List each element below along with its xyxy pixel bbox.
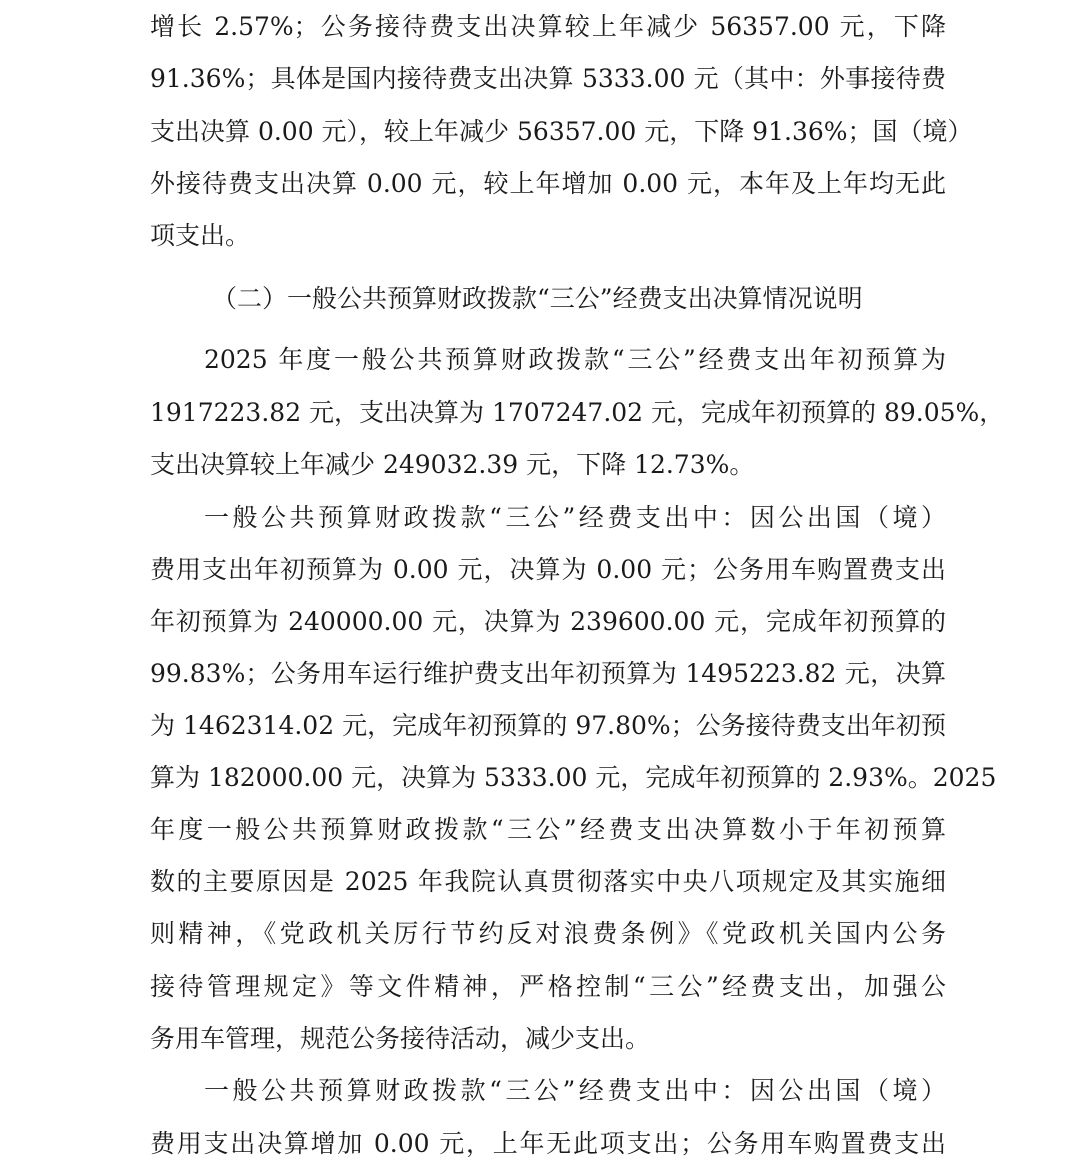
text-line: 2025 年度一般公共预算财政拨款“三公”经费支出年初预算为 <box>204 345 946 374</box>
text-line: 一般公共预算财政拨款“三公”经费支出中：因公出国（境） <box>204 1076 946 1105</box>
text-line: 数的主要原因是 2025 年我院认真贯彻落实中央八项规定及其实施细 <box>150 867 946 896</box>
text-line: 支出决算 0.00 元），较上年减少 56357.00 元，下降 91.36%；国（境） <box>150 117 973 146</box>
text-line: 1917223.82 元，支出决算为 1707247.02 元，完成年初预算的 89.05%， <box>150 398 1005 427</box>
text-line: 接待管理规定》等文件精神，严格控制“三公”经费支出，加强公 <box>150 972 946 1001</box>
text-line: 外接待费支出决算 0.00 元，较上年增加 0.00 元，本年及上年均无此 <box>150 169 946 198</box>
text-line: 项支出。 <box>150 221 251 250</box>
text-line: 费用支出年初预算为 0.00 元，决算为 0.00 元；公务用车购置费支出 <box>150 555 946 584</box>
text-line: 务用车管理，规范公务接待活动，减少支出。 <box>150 1024 651 1053</box>
text-line: 算为 182000.00 元，决算为 5333.00 元，完成年初预算的 2.93%。2025 <box>150 763 997 792</box>
text-line: 支出决算较上年减少 249032.39 元，下降 12.73%。 <box>150 450 755 479</box>
text-line: 费用支出决算增加 0.00 元，上年无此项支出；公务用车购置费支出 <box>150 1129 946 1158</box>
section-heading: （二）一般公共预算财政拨款“三公”经费支出决算情况说明 <box>212 284 863 313</box>
text-line: 则精神，《党政机关厉行节约反对浪费条例》《党政机关国内公务 <box>150 919 946 948</box>
text-line: 一般公共预算财政拨款“三公”经费支出中：因公出国（境） <box>204 503 946 532</box>
text-line: 年度一般公共预算财政拨款“三公”经费支出决算数小于年初预算 <box>150 815 946 844</box>
text-line: 增长 2.57%；公务接待费支出决算较上年减少 56357.00 元，下降 <box>150 12 946 41</box>
text-line: 91.36%；具体是国内接待费支出决算 5333.00 元（其中：外事接待费 <box>150 64 946 93</box>
text-line: 99.83%；公务用车运行维护费支出年初预算为 1495223.82 元，决算 <box>150 659 946 688</box>
text-line: 年初预算为 240000.00 元，决算为 239600.00 元，完成年初预算的 <box>150 607 946 636</box>
text-line: 为 1462314.02 元，完成年初预算的 97.80%；公务接待费支出年初预 <box>150 711 946 740</box>
